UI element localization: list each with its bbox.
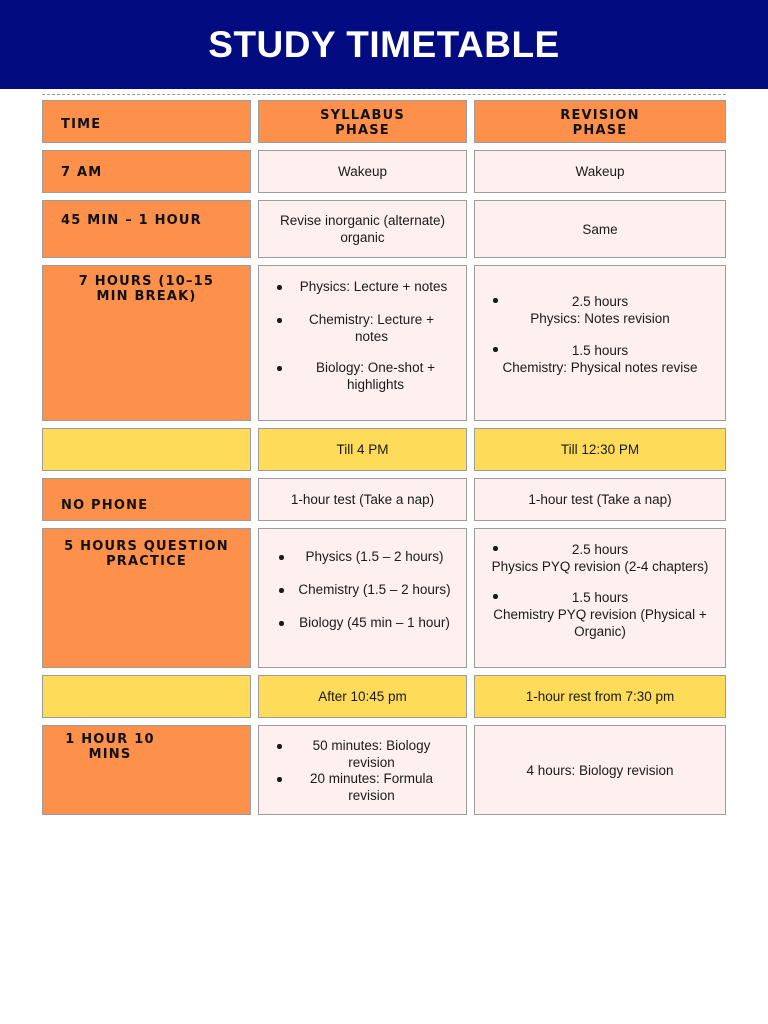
revision-text: Till 12:30 PM bbox=[560, 442, 640, 457]
time-cell bbox=[42, 528, 251, 668]
revision-cell bbox=[474, 725, 726, 815]
syllabus-column-header bbox=[258, 100, 467, 143]
time-label: NO PHONE bbox=[61, 498, 149, 513]
syllabus-cell bbox=[258, 478, 467, 521]
syllabus-text: After 10:45 pm bbox=[318, 689, 407, 704]
time-label: 5 HOURS QUESTION PRACTICE bbox=[64, 539, 229, 569]
divider-line bbox=[42, 94, 726, 95]
syllabus-cell: 50 minutes: Biology revision 20 minutes: Formula revision bbox=[258, 725, 467, 815]
revision-cell bbox=[474, 150, 726, 193]
time-cell bbox=[42, 265, 251, 421]
syllabus-cell bbox=[258, 200, 467, 258]
revision-text: 1-hour test (Take a nap) bbox=[528, 492, 672, 507]
time-label: 45 MIN – 1 HOUR bbox=[61, 213, 202, 228]
revision-cell: 2.5 hours Physics: Notes revision 1.5 hours Chemistry: Physical notes revise bbox=[474, 265, 726, 421]
time-cell bbox=[42, 150, 251, 193]
syllabus-cell: Physics (1.5 – 2 hours) Chemistry (1.5 – 2 hours) Biology (45 min – 1 hour) bbox=[258, 528, 467, 668]
revision-cell bbox=[474, 478, 726, 521]
time-cell bbox=[42, 675, 251, 718]
time-label: 7 HOURS (10–15 MIN BREAK) bbox=[78, 274, 215, 304]
bullet-icon bbox=[277, 777, 282, 782]
syllabus-cell: Physics: Lecture + notes Chemistry: Lecture + notes Biology: One-shot + highlights bbox=[258, 265, 467, 421]
time-cell bbox=[42, 478, 251, 521]
bullet-icon bbox=[279, 555, 284, 560]
time-label: 7 AM bbox=[61, 165, 103, 180]
page-title: STUDY TIMETABLE bbox=[208, 23, 560, 65]
syllabus-cell bbox=[258, 150, 467, 193]
bullet-icon bbox=[279, 588, 284, 593]
time-cell bbox=[42, 200, 251, 258]
time-cell bbox=[42, 428, 251, 471]
bullet-icon bbox=[277, 744, 282, 749]
revision-cell bbox=[474, 675, 726, 718]
syllabus-text: 1-hour test (Take a nap) bbox=[290, 492, 435, 507]
title-banner bbox=[0, 0, 768, 89]
revision-column-label: REVISION PHASE bbox=[560, 108, 640, 138]
revision-column-header bbox=[474, 100, 726, 143]
syllabus-text: Wakeup bbox=[337, 164, 388, 179]
revision-cell: 2.5 hours Physics PYQ revision (2-4 chapters) 1.5 hours Chemistry PYQ revision (Physical + Organic) bbox=[474, 528, 726, 668]
bullet-icon bbox=[277, 318, 282, 323]
revision-cell bbox=[474, 200, 726, 258]
revision-text: 1-hour rest from 7:30 pm bbox=[525, 689, 675, 704]
syllabus-cell bbox=[258, 428, 467, 471]
syllabus-column-label: SYLLABUS PHASE bbox=[320, 108, 405, 138]
revision-text: Wakeup bbox=[575, 164, 625, 179]
revision-cell bbox=[474, 428, 726, 471]
syllabus-cell bbox=[258, 675, 467, 718]
time-label: 1 HOUR 10 MINS bbox=[65, 732, 155, 762]
syllabus-text: Revise inorganic (alternate) organic bbox=[279, 213, 446, 245]
time-column-label: TIME bbox=[61, 117, 102, 132]
bullet-icon bbox=[277, 285, 282, 290]
revision-text: Same bbox=[582, 221, 618, 237]
time-cell bbox=[42, 725, 251, 815]
bullet-icon bbox=[277, 366, 282, 371]
revision-text: 4 hours: Biology revision bbox=[526, 762, 674, 778]
syllabus-text: Till 4 PM bbox=[336, 442, 389, 457]
bullet-icon bbox=[279, 621, 284, 626]
time-column-header bbox=[42, 100, 251, 143]
